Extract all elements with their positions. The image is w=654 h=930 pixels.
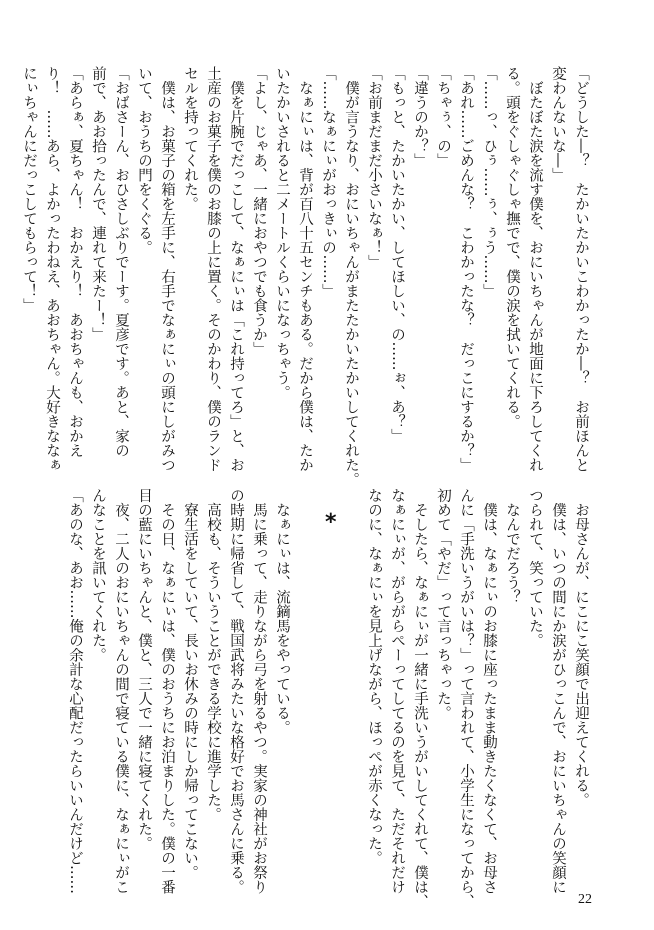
text-line: り！ ……あら、よかったわねえ、あおちゃん。大好きななぁ: [44, 66, 60, 472]
top-text-block: [21, 66, 592, 487]
text-line: 馬に乗って、走りながら弓を射るやつ。実家の神社がお祭り: [251, 488, 267, 894]
text-line: 目の藍にいちゃんと、僕と、三人で一緒に寝てくれた。: [136, 488, 152, 851]
text-line: 前で、あお拾ったんで、連れて来たー！」: [90, 66, 106, 342]
text-line: にぃちゃんにだっこしてもらって！」: [21, 66, 37, 313]
text-line: 僕が言うなり、おにいちゃんがまたたかいたかいしてくれた。: [343, 66, 359, 487]
text-line: [293, 488, 316, 850]
text-line: 僕は、なぁにぃのお膝に座ったまま動きたくなくて、お母さ: [481, 488, 497, 894]
text-line: んなことを訊いてくれた。: [90, 488, 106, 662]
text-line: 「よし、じゃあ、一緒におやつでも食うか」: [251, 66, 267, 356]
text-line: [316, 488, 339, 850]
text-line: 「もっと、たかいたかい、してほしい、の……ぉ、あ？」: [389, 66, 405, 443]
text-line: 「どうした―？ たかいたかいこわかったか―？ お前ほんと: [573, 66, 589, 472]
text-line: いて、おうちの門をくぐる。: [136, 66, 152, 255]
section-break-asterisk: *: [325, 510, 337, 535]
text-line: その日、なぁにぃは、僕のおうちにお泊まりした。僕の一番: [159, 488, 175, 894]
text-line: んに「手洗いうがいは？」って言われて、小学生になってから、: [458, 488, 474, 909]
text-line: 高校も、そういうことができる学校に進学した。: [205, 488, 221, 822]
text-line: 「あらぁ、夏ちゃん！ おかえり！ あおちゃんも、おかえ: [67, 66, 83, 458]
text-line: 変わんないな―」: [550, 66, 566, 182]
text-line: 「ちゃぅ、の」: [435, 66, 451, 168]
text-line: なのに、なぁにぃを見上げながら、ほっぺが赤くなった。: [366, 488, 382, 865]
text-line: 僕は、いつの間にか涙がひっこんで、おにいちゃんの笑顔に: [550, 488, 566, 894]
text-line: 「違うのか？」: [412, 66, 428, 168]
text-line: そしたら、なぁにぃが一緒に手洗いうがいしてくれて、僕は、: [412, 488, 428, 909]
text-line: セルを持ってくれた。: [182, 66, 198, 211]
text-line: なんでだろう？: [504, 488, 520, 604]
text-line: 寮生活をしていて、長いお休みの時にしか帰ってこない。: [182, 488, 198, 880]
text-line: お母さんが、にこにこ笑顔で出迎えてくれる。: [573, 488, 589, 807]
text-line: 「……っ、ひぅ……ぅ、ぅう……」: [481, 66, 497, 298]
text-line: いたかいされると二メートルくらいになっちゃう。: [274, 66, 290, 400]
text-line: 「……なぁにぃがおっきぃの……」: [320, 66, 336, 298]
text-line: 夜、二人のおにいちゃんの間で寝ている僕に、なぁにぃがこ: [113, 488, 129, 894]
text-line: 「お前まだまだ小さいなぁ！」: [366, 66, 382, 269]
text-line: 初めて「やだ」って言っちゃった。: [435, 488, 451, 720]
text-line: の時期に帰省して、戦国武将みたいな格好でお馬さんに乗る。: [228, 488, 244, 894]
text-line: る。頭をぐしゃぐしゃ撫でで、僕の涙を拭いてくれる。: [504, 66, 520, 429]
text-line: なぁにぃは、背が百八十五センチもある。だから僕は、たか: [297, 66, 313, 472]
text-line: つられて、笑っていた。: [527, 488, 543, 648]
page-number: 22: [578, 892, 592, 907]
text-line: なぁにぃが、がらがらぺーってしてるのを見て、ただそれだけ: [389, 488, 405, 894]
text-line: 「おばさーん、おひさしぶりでーす。夏彦です。あと、家の: [113, 66, 129, 458]
text-line: [339, 488, 362, 850]
text-line: 「あれ……ごめんな？ こわかったな？ だっこにするか？」: [458, 66, 474, 472]
text-line: 僕は、お菓子の箱を左手に、右手でなぁにぃの頭にしがみつ: [159, 66, 175, 472]
text-line: なぁにぃは、流鏑馬をやっている。: [274, 488, 290, 735]
text-line: 「あのな、あお……俺の余計な心配だったらいいんだけど……: [67, 488, 83, 894]
text-line: 僕を片腕でだっこして、なぁにぃは「これ持ってろ」と、お: [228, 66, 244, 472]
text-line: ぼたぼた涙を流す僕を、おにいちゃんが地面に下ろしてくれ: [527, 66, 543, 472]
text-line: 土産のお菓子を僕のお膝の上に置く。そのかわり、僕のランド: [205, 66, 221, 472]
